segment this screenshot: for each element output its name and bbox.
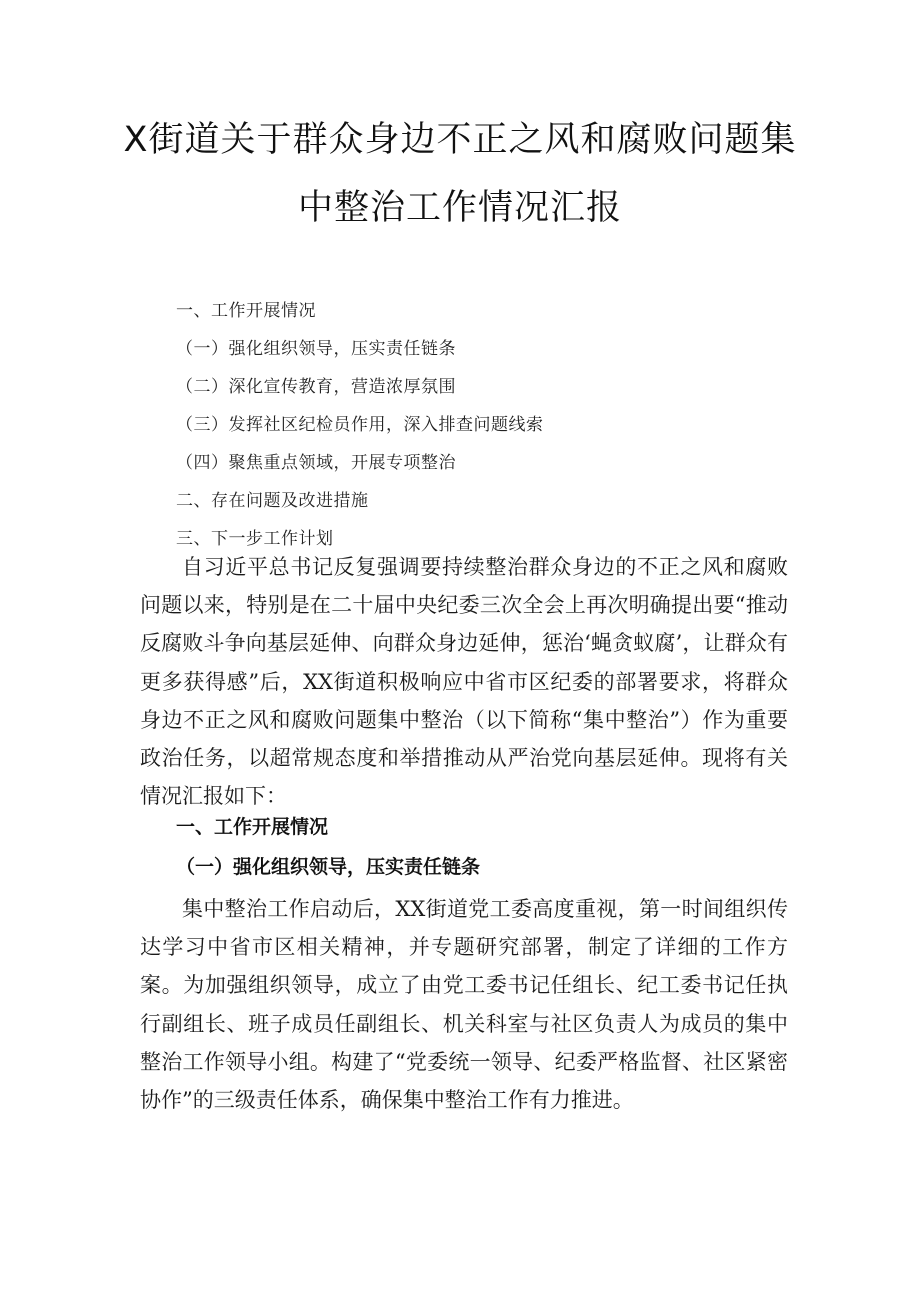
- intro-paragraph: 自习近平总书记反复强调要持续整治群众身边的不正之风和腐败问题以来，特别是在二十届中央纪委三次全会上再次明确提出要“推动反腐败斗争向基层延伸、向群众身边延伸，惩治‘蝇贪蚁腐’，让群众有更多获得感”后，XX街道积极响应中省市区纪委的部署要求，将群众身边不正之风和腐败问题集中整治（以下简称“集中整治”）作为重要政治任务，以超常规态度和举措推动从严治党向基层延伸。现将有关情况汇报如下：: [140, 555, 788, 809]
- toc-item-subsection-1: （一）强化组织领导，压实责任链条: [176, 339, 456, 359]
- section-heading: 一、工作开展情况: [176, 816, 329, 838]
- toc-item-section-1: 一、工作开展情况: [176, 301, 316, 321]
- detail-paragraph: 集中整治工作启动后，XX街道党工委高度重视，第一时间组织传达学习中省市区相关精神，并专题研究部署，制定了详细的工作方案。为加强组织领导，成立了由党工委书记任组长、纪工委书记任执行副组长、班子成员任副组长、机关科室与社区负责人为成员的集中整治工作领导小组。构建了“党委统一领导、纪委严格监督、社区紧密协作”的三级责任体系，确保集中整治工作有力推进。: [140, 897, 788, 1113]
- toc-item-section-3: 三、下一步工作计划: [176, 529, 334, 549]
- subsection-heading: （一）强化组织领导，压实责任链条: [176, 856, 481, 878]
- document-title-line-2: 中整治工作情况汇报: [297, 188, 622, 228]
- toc-item-section-2: 二、存在问题及改进措施: [176, 491, 369, 511]
- toc-item-subsection-2: （二）深化宣传教育，营造浓厚氛围: [176, 377, 456, 397]
- toc-item-subsection-4: （四）聚焦重点领域，开展专项整治: [176, 453, 456, 473]
- document-title-line-1: X街道关于群众身边不正之风和腐败问题集: [123, 120, 797, 160]
- toc-item-subsection-3: （三）发挥社区纪检员作用，深入排查问题线索: [176, 415, 544, 435]
